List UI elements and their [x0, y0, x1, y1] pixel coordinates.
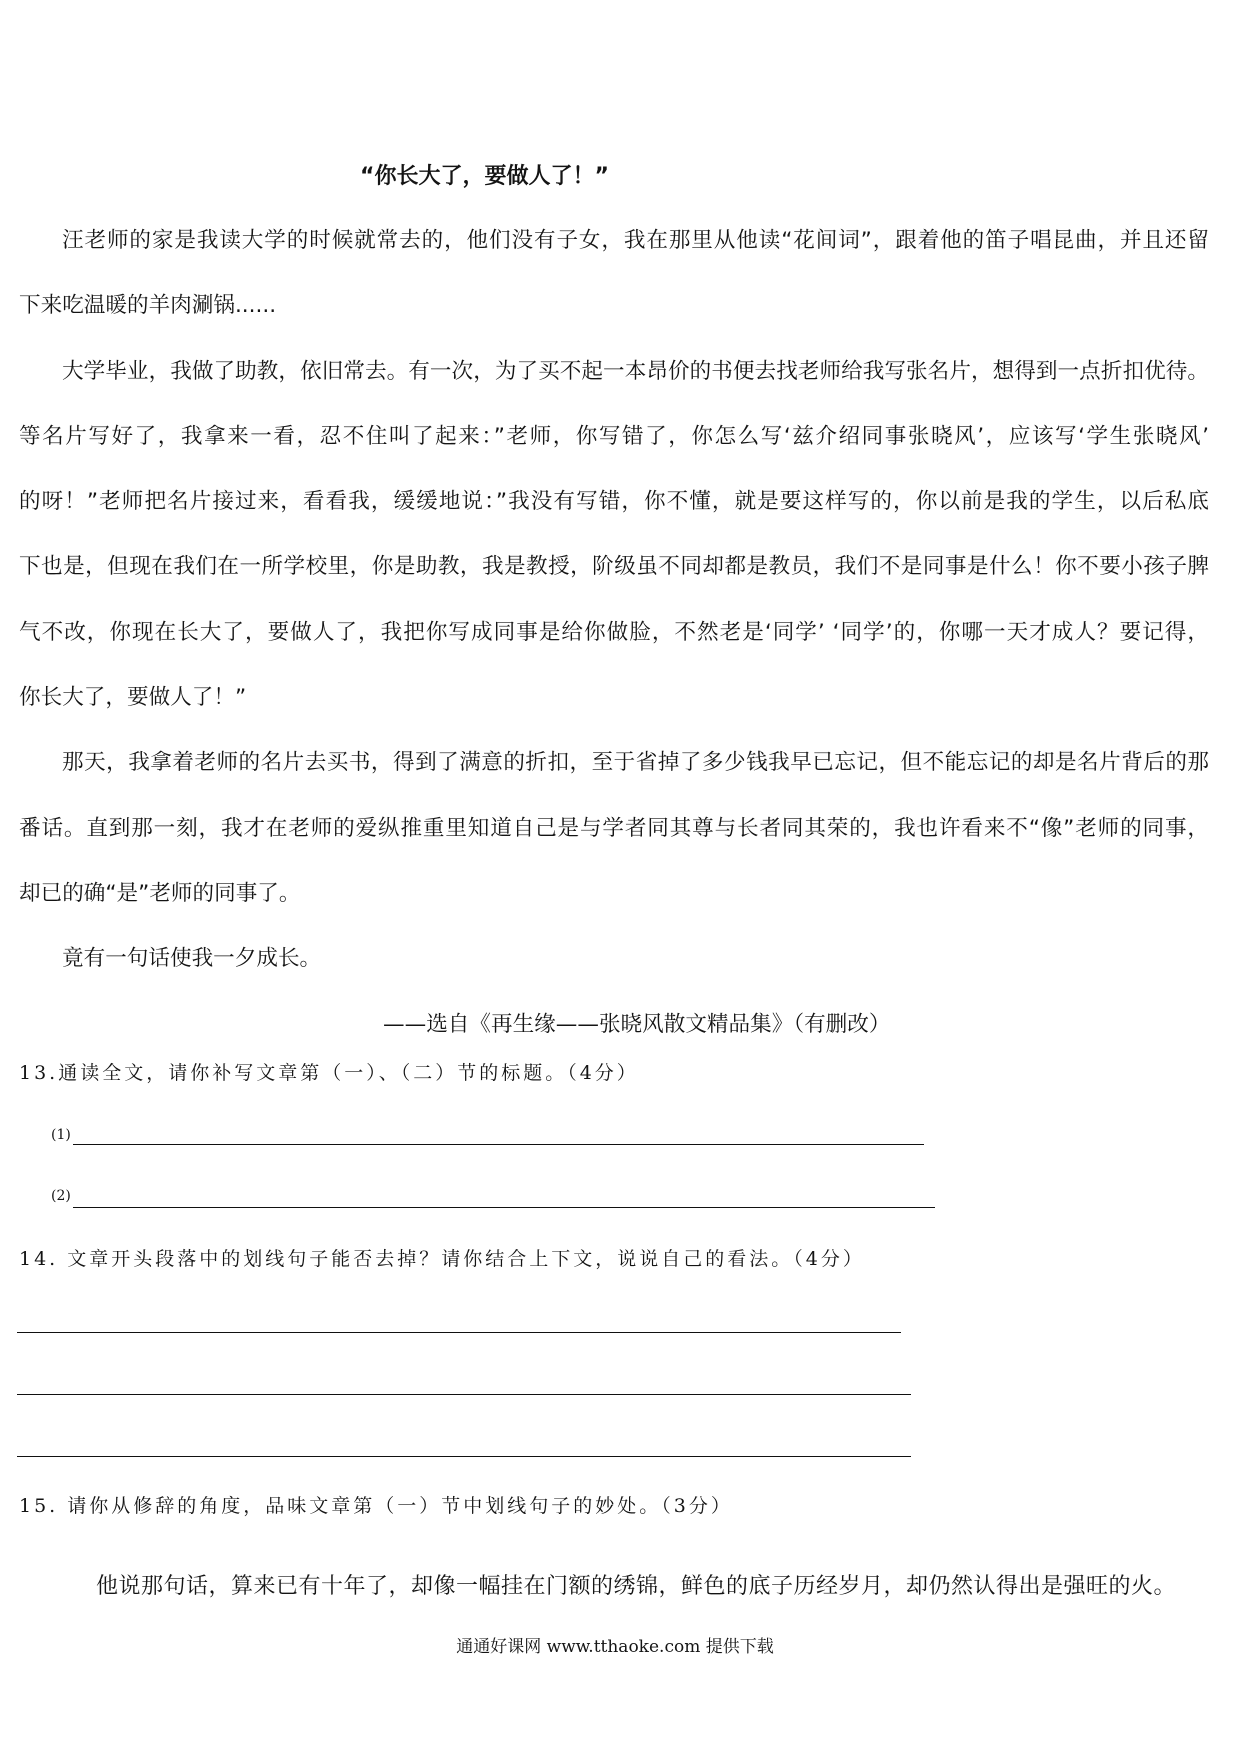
answer-line — [17, 1394, 911, 1395]
blank-label-1: (1) — [51, 1127, 71, 1143]
article-line: 番话。直到那一刻，我才在老师的爱纵推重里知道自己是与学者同其尊与长者同其荣的，我也许看来不“像”老师的同事， — [19, 815, 1209, 841]
article-line: 那天，我拿着老师的名片去买书，得到了满意的折扣，至于省掉了多少钱我早已忘记，但不能忘记的却是名片背后的那 — [62, 750, 1209, 776]
article-line: 大学毕业，我做了助教，依旧常去。有一次，为了买不起一本昂价的书便去找老师给我写张名片，想得到一点折扣优待。 — [62, 358, 1209, 384]
question-13-prompt: 13.通读全文，请你补写文章第（一）、（二）节的标题。（4分） — [19, 1062, 639, 1084]
answer-line — [17, 1332, 901, 1333]
article-body — [19, 208, 1209, 992]
answer-line — [17, 1456, 911, 1457]
article-line: 却已的确“是”老师的同事了。 — [19, 880, 301, 906]
paragraph — [19, 208, 1209, 339]
article-line: 汪老师的家是我读大学的时候就常去的，他们没有子女，我在那里从他读“花间词”，跟着他的笛子唱昆曲，并且还留 — [62, 228, 1209, 253]
quoted-sentence: 他说那句话，算来已有十年了，却像一幅挂在门额的绣锦，鲜色的底子历经岁月，却仍然认得出是强旺的火。 — [96, 1574, 1177, 1599]
article-line: 的呀！”老师把名片接过来，看看我，缓缓地说：”我没有写错，你不懂，就是要这样写的，你以前是我的学生，以后私底 — [19, 489, 1209, 515]
article-line: 你长大了，要做人了！” — [19, 685, 247, 711]
paragraph — [19, 339, 1209, 731]
article-line: 下来吃温暖的羊肉涮锅...... — [19, 293, 277, 319]
article-line: 下也是，但现在我们在一所学校里，你是助教，我是教授，阶级虽不同却都是教员，我们不是同事是什么！你不要小孩子脾 — [19, 554, 1209, 580]
question-14-prompt: 14. 文章开头段落中的划线句子能否去掉？请你结合上下文，说说自己的看法。（4分） — [19, 1248, 865, 1270]
article-source: ——选自《再生缘——张晓风散文精品集》（有删改） — [383, 1012, 891, 1037]
question-15-prompt: 15. 请你从修辞的角度，品味文章第（一）节中划线句子的妙处。（3分） — [19, 1495, 733, 1517]
page-footer: 通通好课网 www.tthaoke.com 提供下载 — [456, 1637, 774, 1657]
paragraph — [19, 926, 1209, 991]
article-line: 等名片写好了，我拿来一看，忍不住叫了起来：”老师，你写错了，你怎么写‘兹介绍同事张晓风’，应该写‘学生张晓风’ — [19, 423, 1209, 449]
answer-line — [73, 1207, 935, 1208]
article-line: 气不改，你现在长大了，要做人了，我把你写成同事是给你做脸，不然老是‘同学’ ‘同学’的，你哪一天才成人？要记得， — [19, 619, 1209, 645]
paragraph — [19, 730, 1209, 926]
article-title: “你长大了，要做人了！” — [360, 164, 609, 189]
answer-line — [73, 1144, 924, 1145]
blank-label-2: (2) — [51, 1188, 71, 1204]
article-line: 竟有一句话使我一夕成长。 — [62, 946, 322, 972]
